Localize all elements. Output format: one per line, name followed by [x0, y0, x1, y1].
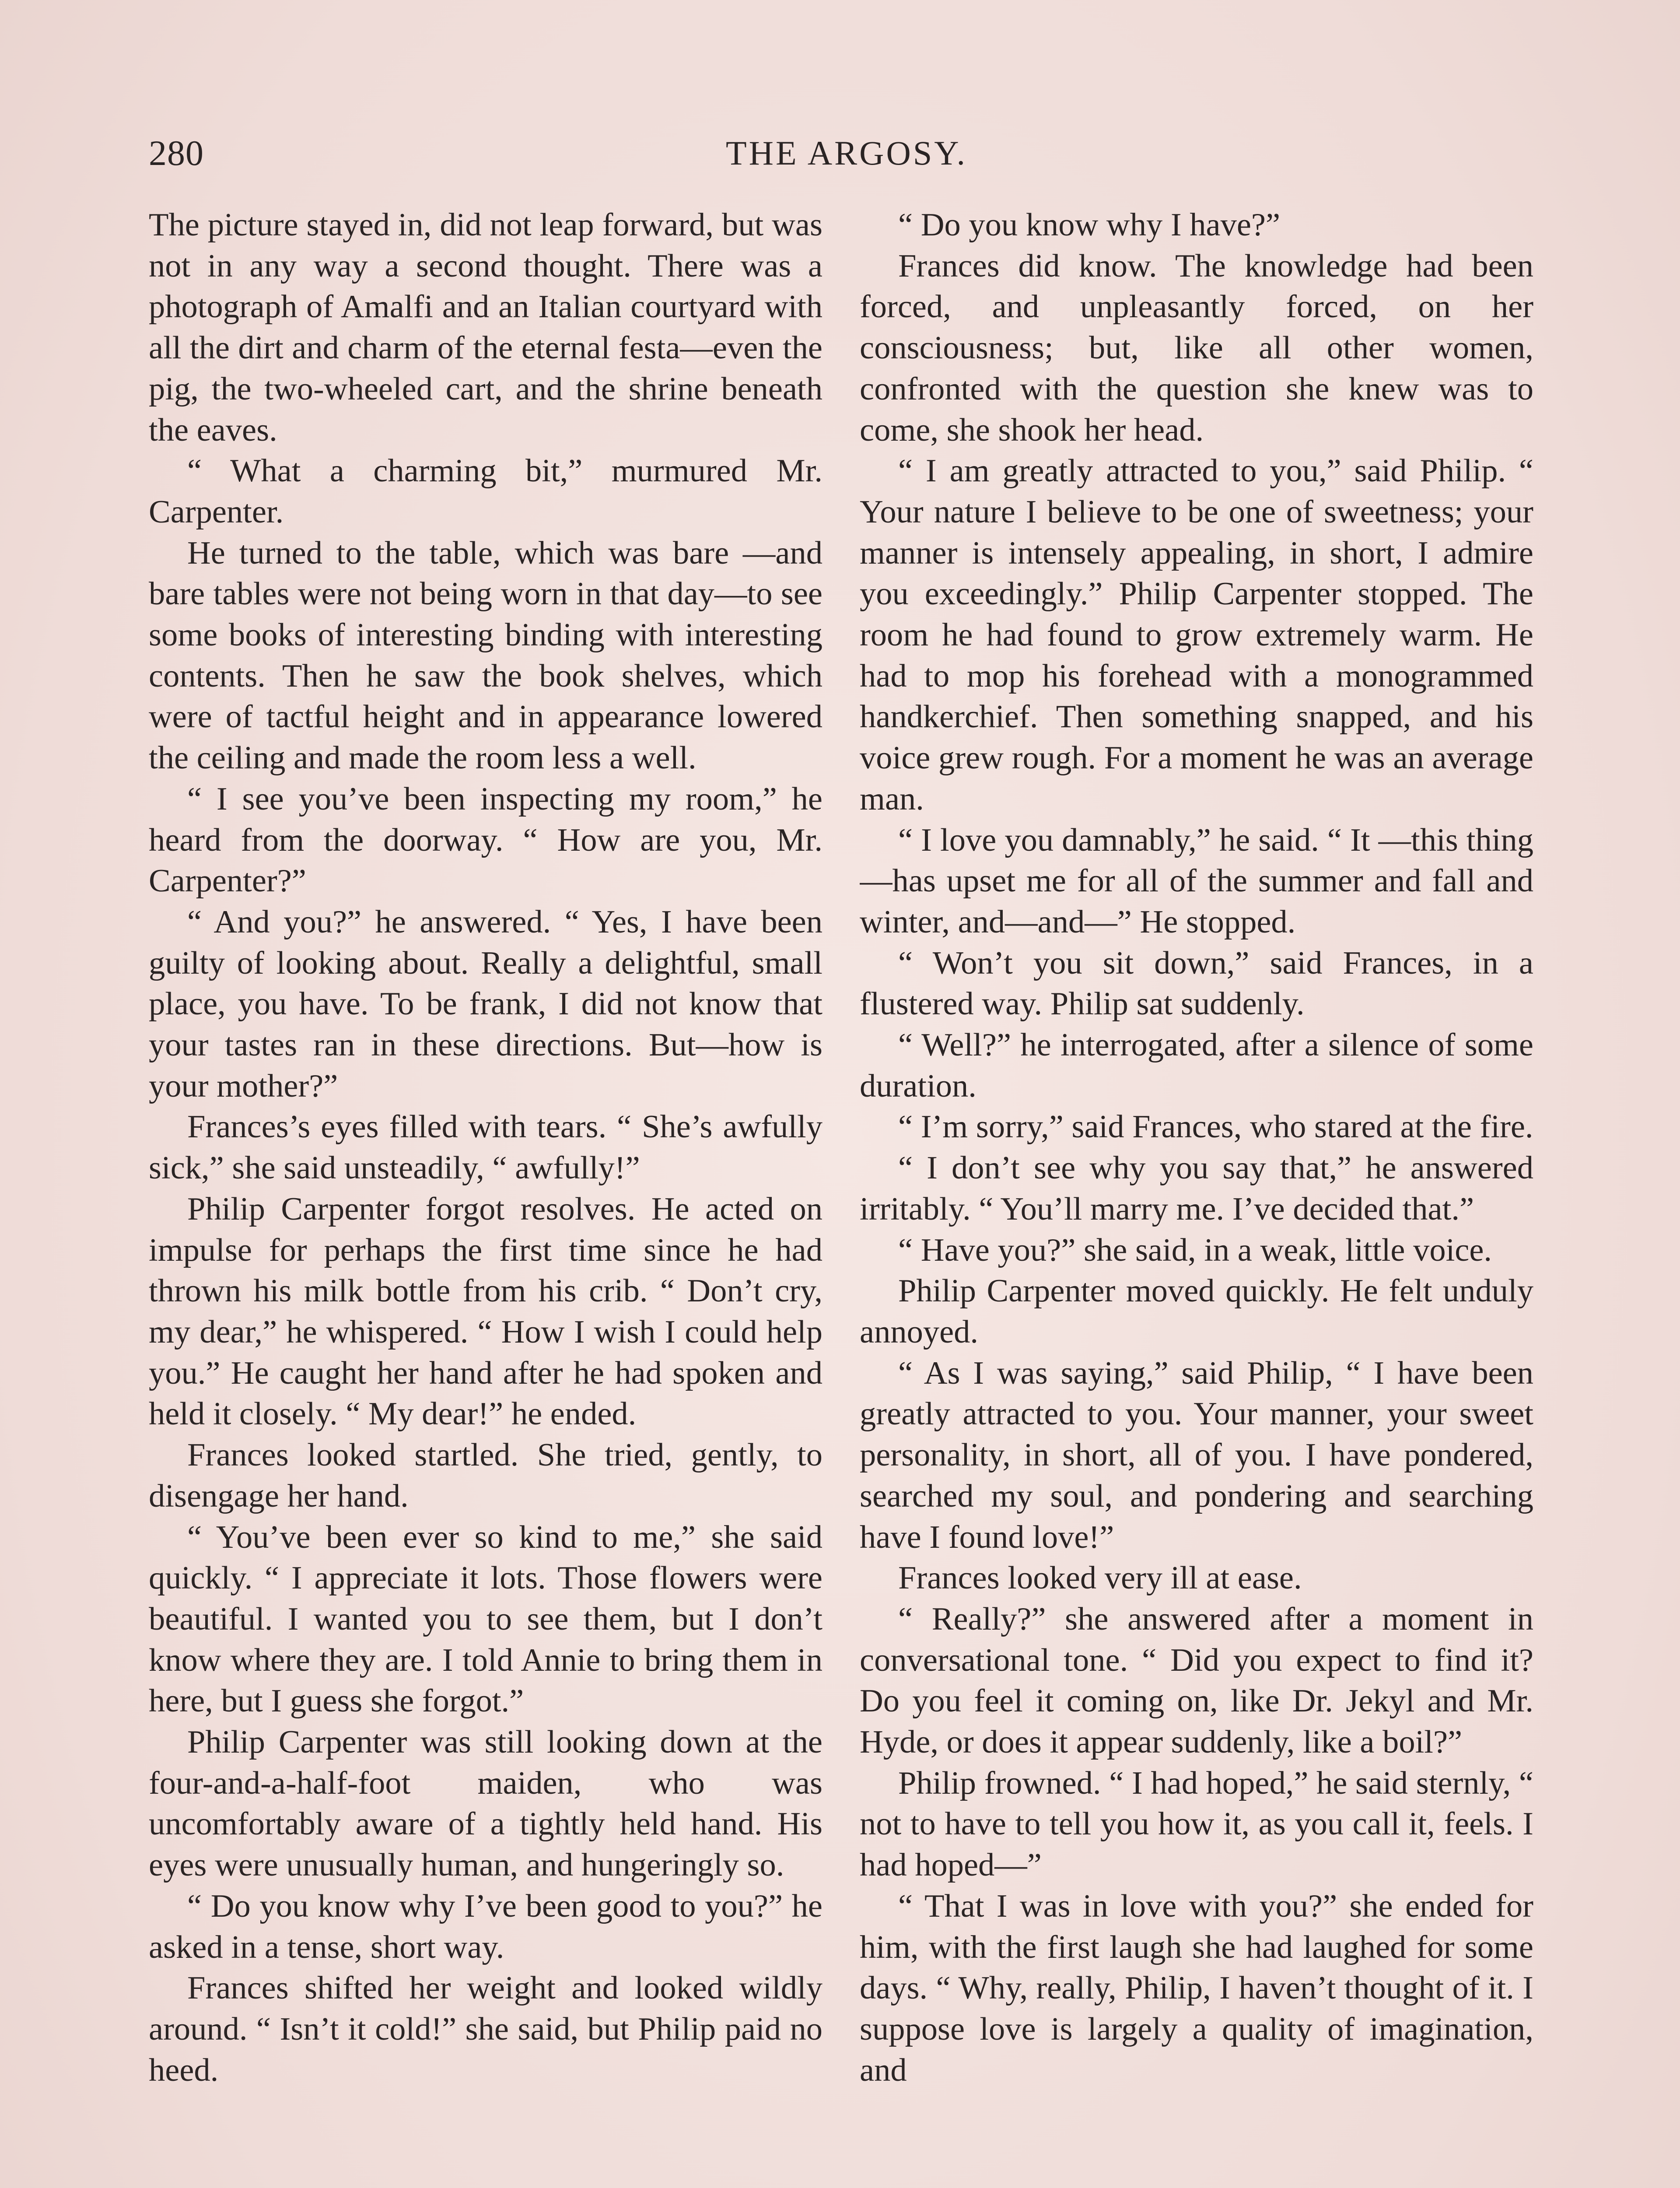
paragraph: “ I love you damnably,” he said. “ It —this thing—has upset me for all of the summer and fall and winter, and—and—” He stopped. — [860, 822, 1533, 940]
page-header — [149, 127, 1544, 179]
paragraph: “ Do you know why I have?” — [898, 207, 1281, 243]
paragraph: Philip Carpenter was still looking down at the four-and-a-half-foot maiden, who was uncomfortably aware of a tightly held hand. His eyes were unusually human, and hungeringly so. — [149, 1724, 822, 1883]
paragraph: “ I am greatly attracted to you,” said Philip. “ Your nature I believe to be one of sweetness; your manner is intensely appealing, in short, I admire you exceedingly.” Philip Carpenter stopped. The room he had found to grow extremely warm. He had to mop his forehead with a monogrammed handkerchief. Then something snapped, and his voice grew rough. For a moment he was an average man. — [860, 453, 1533, 817]
paragraph: “ Well?” he interrogated, after a silence of some duration. — [860, 1027, 1533, 1104]
paragraph: Philip frowned. “ I had hoped,” he said sternly, “ not to have to tell you how it, as you call it, feels. I had hoped—” — [860, 1765, 1533, 1883]
paragraph: “ Do you know why I’ve been good to you?” he asked in a tense, short way. — [149, 1888, 822, 1965]
paragraph: Frances’s eyes filled with tears. “ She’s awfully sick,” she said unsteadily, “ awfully!” — [149, 1109, 822, 1186]
paragraph: Philip Carpenter moved quickly. He felt unduly annoyed. — [860, 1273, 1533, 1350]
paragraph: “ Have you?” she said, in a weak, little voice. — [898, 1232, 1492, 1268]
page-number: 280 — [149, 133, 204, 173]
paragraph: “ I don’t see why you say that,” he answered irritably. “ You’ll marry me. I’ve decided that.” — [860, 1150, 1533, 1227]
left-column — [149, 205, 822, 2188]
paragraph: Frances looked very ill at ease. — [898, 1560, 1302, 1596]
paragraph: “ You’ve been ever so kind to me,” she said quickly. “ I appreciate it lots. Those flowers were beautiful. I wanted you to see them, but I don’t know where they are. I told Annie to bring them in here, but I guess she forgot.” — [149, 1519, 822, 1719]
paragraph: He turned to the table, which was bare —and bare tables were not being worn in that day—to see some books of interesting binding with interesting contents. Then he saw the book shelves, which were of tactful height and in appearance lowered the ceiling and made the room less a well. — [149, 535, 822, 776]
paragraph: “ That I was in love with you?” she ended for him, with the first laugh she had laughed for some days. “ Why, really, Philip, I haven’t thought of it. I suppose love is largely a quality of imagination, and — [860, 1888, 1533, 2088]
paragraph: The picture stayed in, did not leap forward, but was not in any way a second thought. There was a photograph of Amalfi and an Italian courtyard with all the dirt and charm of the eternal festa—even the pig, the two-wheeled cart, and the shrine beneath the eaves. — [149, 207, 822, 448]
paragraph: Philip Carpenter forgot resolves. He acted on impulse for perhaps the first time since he had thrown his milk bottle from his crib. “ Don’t cry, my dear,” he whispered. “ How I wish I could help you.” He caught her hand after he had spoken and held it closely. “ My dear!” he ended. — [149, 1191, 822, 1432]
right-column — [860, 205, 1533, 2188]
paragraph: “ As I was saying,” said Philip, “ I have been greatly attracted to you. Your manner, your sweet personality, in short, all of you. I have pondered, searched my soul, and pondering and searching have I found love!” — [860, 1355, 1533, 1555]
paragraph: “ What a charming bit,” murmured Mr. Carpenter. — [149, 453, 822, 530]
paragraph: Frances did know. The knowledge had been forced, and unpleasantly forced, on her consciousness; but, like all other women, confronted with the question she knew was to come, she shook her head. — [860, 248, 1533, 448]
paragraph: “ I see you’ve been inspecting my room,” he heard from the doorway. “ How are you, Mr. Carpenter?” — [149, 781, 822, 899]
paragraph: “ Really?” she answered after a moment in conversational tone. “ Did you expect to find it? Do you feel it coming on, like Dr. Jekyl and Mr. Hyde, or does it appear suddenly, like a boil?” — [860, 1601, 1533, 1760]
paragraph: Frances shifted her weight and looked wildly around. “ Isn’t it cold!” she said, but Philip paid no heed. — [149, 1970, 822, 2088]
paragraph: “ Won’t you sit down,” said Frances, in a flustered way. Philip sat suddenly. — [860, 945, 1533, 1022]
paragraph: “ I’m sorry,” said Frances, who stared at the fire. — [898, 1109, 1533, 1145]
paragraph: “ And you?” he answered. “ Yes, I have been guilty of looking about. Really a delightful, small place, you have. To be frank, I did not know that your tastes ran in these directions. But—how is your mother?” — [149, 904, 822, 1104]
running-title: THE ARGOSY. — [726, 134, 967, 172]
paragraph: Frances looked startled. She tried, gently, to disengage her hand. — [149, 1437, 822, 1514]
